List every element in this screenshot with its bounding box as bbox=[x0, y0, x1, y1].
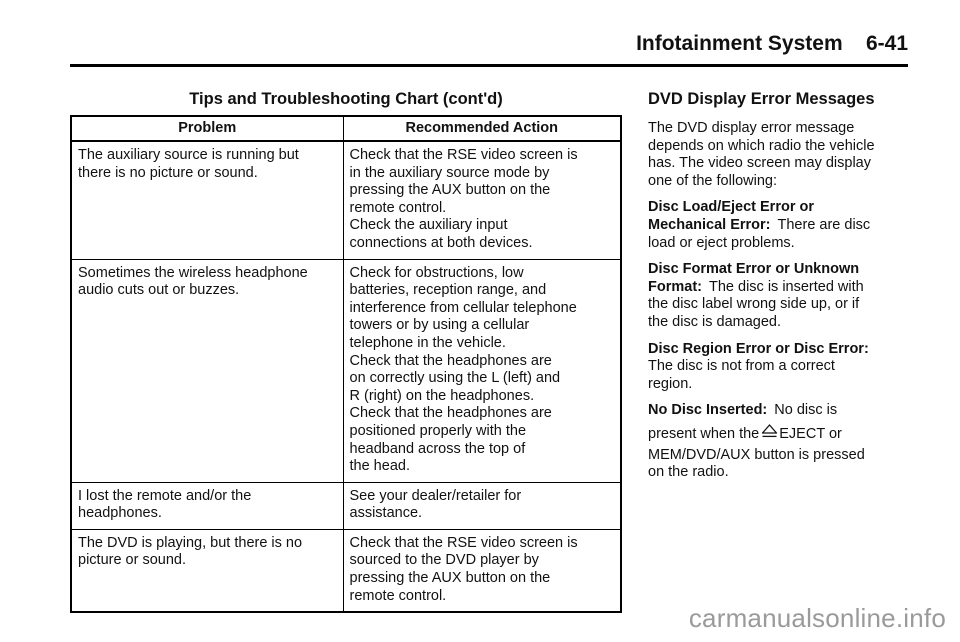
cell-line: in the auxiliary source mode by bbox=[349, 164, 550, 181]
text-line: MEM/DVD/AUX button is pressed bbox=[648, 446, 865, 463]
cell-line: batteries, reception range, and bbox=[349, 282, 547, 299]
action-cell bbox=[343, 529, 621, 612]
cell-line: Check that the RSE video screen is bbox=[349, 147, 578, 163]
error-label: Mechanical Error: bbox=[648, 216, 771, 233]
error-item-format bbox=[648, 261, 910, 331]
cell-line: there is no picture or sound. bbox=[78, 164, 258, 181]
column-header-problem: Problem bbox=[71, 116, 343, 141]
error-item-load-eject bbox=[648, 199, 910, 252]
cell-line: headphones. bbox=[78, 505, 162, 522]
problem-cell bbox=[71, 141, 343, 259]
text-line bbox=[648, 279, 910, 297]
cell-line: sourced to the DVD player by bbox=[349, 552, 539, 569]
text-line: The disc is not from a correct bbox=[648, 358, 835, 375]
cell-line: I lost the remote and/or the bbox=[78, 487, 252, 504]
table-header-row bbox=[71, 116, 621, 141]
eject-icon bbox=[761, 424, 778, 438]
error-item-region bbox=[648, 341, 910, 394]
cell-line: remote control. bbox=[349, 199, 447, 216]
text-line: load or eject problems. bbox=[648, 234, 795, 251]
error-item-no-disc bbox=[648, 402, 910, 481]
error-description: No disc is bbox=[774, 402, 838, 419]
table-row bbox=[71, 259, 621, 482]
cell-line: connections at both devices. bbox=[349, 234, 533, 251]
cell-line: Check the auxiliary input bbox=[349, 217, 508, 234]
cell-line: Check for obstructions, low bbox=[349, 264, 524, 281]
cell-line: Sometimes the wireless headphone bbox=[78, 264, 308, 281]
error-label: No Disc Inserted: bbox=[648, 402, 768, 419]
cell-line: picture or sound. bbox=[78, 552, 187, 569]
cell-line: See your dealer/retailer for bbox=[349, 487, 522, 504]
problem-cell bbox=[71, 529, 343, 612]
cell-line: The DVD is playing, but there is no bbox=[78, 534, 303, 551]
cell-line: on correctly using the L (left) and bbox=[349, 370, 561, 387]
dvd-errors-section bbox=[648, 90, 910, 491]
table-row bbox=[71, 141, 621, 259]
action-cell bbox=[343, 259, 621, 482]
header-title bbox=[636, 32, 908, 56]
cell-line: audio cuts out or buzzes. bbox=[78, 282, 240, 299]
text-line: The DVD display error message bbox=[648, 120, 855, 136]
table-title: Tips and Troubleshooting Chart (cont'd) bbox=[189, 90, 503, 108]
cell-line: pressing the AUX button on the bbox=[349, 570, 551, 587]
text-line: on the radio. bbox=[648, 464, 729, 481]
table-row bbox=[71, 529, 621, 612]
error-description: The disc is inserted with bbox=[708, 278, 864, 295]
watermark: carmanualsonline.info bbox=[688, 603, 946, 633]
problem-cell bbox=[71, 482, 343, 529]
cell-line: the head. bbox=[349, 458, 410, 475]
error-label: Disc Load/Eject Error or bbox=[648, 199, 814, 216]
text-line: has. The video screen may display bbox=[648, 155, 871, 172]
text-line: region. bbox=[648, 375, 693, 392]
cell-line: assistance. bbox=[349, 505, 423, 522]
cell-line: Check that the headphones are bbox=[349, 405, 552, 422]
problem-cell bbox=[71, 259, 343, 482]
troubleshooting-section bbox=[70, 90, 622, 613]
cell-line: The auxiliary source is running but bbox=[78, 147, 299, 163]
text-line: the disc is damaged. bbox=[648, 313, 781, 330]
text-line: the disc label wrong side up, or if bbox=[648, 296, 860, 313]
action-cell bbox=[343, 141, 621, 259]
cell-line: headband across the top of bbox=[349, 440, 526, 457]
cell-line: positioned properly with the bbox=[349, 422, 527, 439]
cell-line: towers or by using a cellular bbox=[349, 317, 530, 334]
cell-line: pressing the AUX button on the bbox=[349, 182, 551, 199]
action-cell bbox=[343, 482, 621, 529]
column-header-action: Recommended Action bbox=[343, 116, 621, 141]
error-label: Format: bbox=[648, 278, 702, 295]
header-section: Infotainment System bbox=[636, 32, 843, 55]
text-line: depends on which radio the vehicle bbox=[648, 137, 875, 154]
cell-line: interference from cellular telephone bbox=[349, 299, 577, 316]
text-line: present when the EJECT or bbox=[648, 425, 842, 442]
error-label: Disc Format Error or Unknown bbox=[648, 261, 860, 278]
intro-paragraph bbox=[648, 120, 910, 190]
error-label: Disc Region Error or Disc Error: bbox=[648, 340, 869, 357]
cell-line: Check that the RSE video screen is bbox=[349, 534, 578, 551]
troubleshooting-table bbox=[70, 115, 622, 613]
text-line bbox=[648, 217, 910, 235]
error-description: There are disc bbox=[777, 216, 871, 233]
cell-line: remote control. bbox=[349, 587, 447, 604]
page-header bbox=[70, 28, 908, 67]
text-line: one of the following: bbox=[648, 172, 777, 189]
table-row bbox=[71, 482, 621, 529]
text-line bbox=[648, 402, 910, 420]
header-page-number: 6-41 bbox=[865, 32, 908, 55]
cell-line: Check that the headphones are bbox=[349, 352, 552, 369]
cell-line: R (right) on the headphones. bbox=[349, 387, 535, 404]
section-title: DVD Display Error Messages bbox=[648, 90, 875, 108]
cell-line: telephone in the vehicle. bbox=[349, 334, 506, 351]
